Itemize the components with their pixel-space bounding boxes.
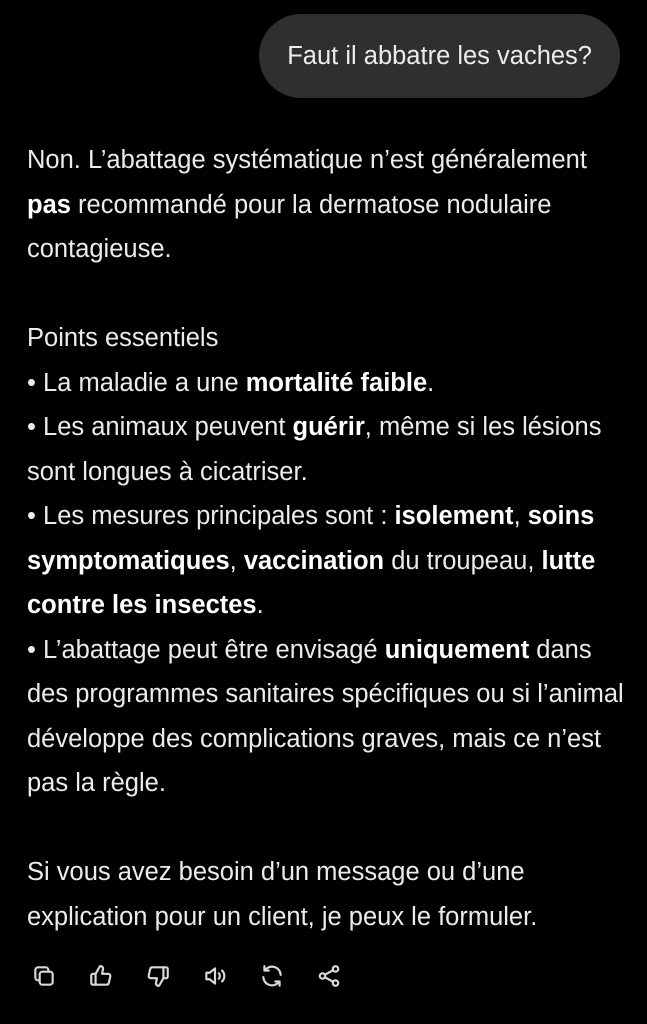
bullet-text: • Les animaux peuvent <box>27 413 293 441</box>
bullet-separator: , <box>513 502 528 530</box>
bullet-emphasis-insects: lutte contre les insectes <box>27 546 596 619</box>
regenerate-button[interactable] <box>255 959 289 993</box>
share-button[interactable] <box>312 959 346 993</box>
thumbs-down-icon <box>145 963 171 989</box>
bullet-emphasis: guérir <box>292 413 365 441</box>
bullet-text-end: dans des programmes sanitaires spécifiques ou si l’animal développe des complications graves, mais ce n’est pas la règle. <box>27 635 624 797</box>
user-message-bubble <box>259 14 620 98</box>
bullet-slaughter <box>27 628 627 806</box>
copy-button[interactable] <box>27 959 61 993</box>
bullet-text: • Les mesures principales sont : <box>27 502 395 530</box>
copy-icon <box>31 963 57 989</box>
user-message-text: Faut il abbatre les vaches? <box>287 41 592 70</box>
intro-emphasis: pas <box>27 190 71 219</box>
bullet-separator: , <box>229 546 244 575</box>
bullet-mortality <box>27 361 627 406</box>
read-aloud-button[interactable] <box>198 959 232 993</box>
bullet-text: • L’abattage peut être envisagé <box>27 635 385 664</box>
intro-text-end: recommandé pour la dermatose nodulaire contagieuse. <box>27 190 552 263</box>
bullet-text-middle: du troupeau, <box>384 546 542 575</box>
bullet-measures <box>27 494 627 628</box>
bullet-text-end: , même si les lésions sont longues à cicatriser. <box>27 413 602 486</box>
bullet-emphasis: uniquement <box>384 635 530 664</box>
intro-text: Non. L’abattage systématique n’est généralement <box>27 146 587 174</box>
share-icon <box>316 963 342 989</box>
response-intro <box>27 138 627 272</box>
thumbs-up-icon <box>88 963 114 989</box>
bullet-text-end: . <box>427 368 435 397</box>
paragraph-gap <box>27 272 627 317</box>
bullet-text: • La maladie a une <box>27 368 246 397</box>
bullet-text-end: . <box>256 591 264 619</box>
response-closing: Si vous avez besoin d’un message ou d’une explication pour un client, je peux le formuler. <box>27 858 538 931</box>
thumbs-down-button[interactable] <box>141 959 175 993</box>
paragraph-gap <box>27 806 627 851</box>
bullet-emphasis-vaccination: vaccination <box>243 546 385 575</box>
regenerate-icon <box>259 963 285 989</box>
bullet-recovery <box>27 405 627 494</box>
read-aloud-icon <box>202 963 228 989</box>
bullet-emphasis-isolation: isolement <box>394 502 514 530</box>
thumbs-up-button[interactable] <box>84 959 118 993</box>
response-action-bar <box>27 958 369 994</box>
assistant-response <box>27 138 627 939</box>
bullet-emphasis: mortalité faible <box>245 368 428 397</box>
bullet-emphasis-care: soins symptomatiques <box>27 502 595 575</box>
section-heading: Points essentiels <box>27 324 219 352</box>
